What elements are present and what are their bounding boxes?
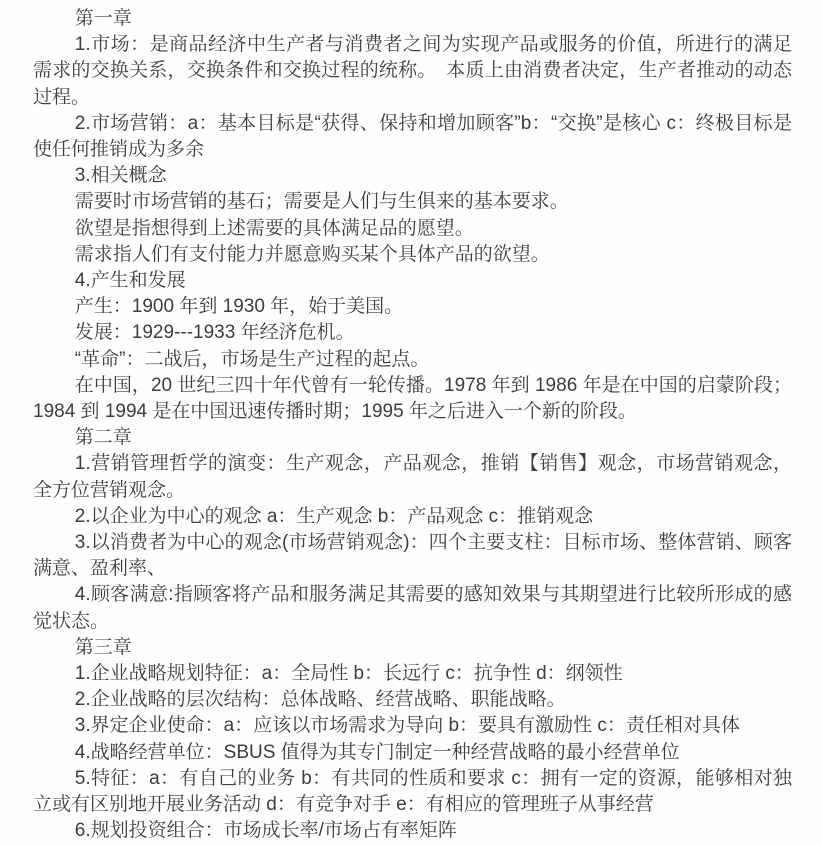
paragraph: 4.战略经营单位：SBUS 值得为其专门制定一种经营战略的最小经营单位: [74, 741, 680, 763]
paragraph: 欲望是指想得到上述需要的具体满足品的愿望。: [74, 217, 474, 239]
chapter-title: 第一章: [74, 8, 132, 29]
paragraph: 3.界定企业使命：a：应该以市场需求为导向 b：要具有激励性 c：责任相对具体: [74, 715, 740, 737]
paragraph: 发展：1929---1933 年经济危机。: [74, 322, 355, 344]
paragraph: 需求指人们有支付能力并愿意购买某个具体产品的欲望。: [74, 243, 550, 265]
paragraph: “革命”：二战后，市场是生产过程的起点。: [74, 348, 430, 370]
paragraph: 需要时市场营销的基石；需要是人们与生俱来的基本要求。: [74, 191, 569, 213]
paragraph: 3.相关概念: [74, 165, 167, 187]
paragraph: 4.顾客满意:指顾客将产品和服务满足其需要的感知效果与其期望进行比较所形成的感觉状态。: [33, 584, 792, 632]
paragraph: 产生：1900 年到 1930 年，始于美国。: [74, 296, 404, 318]
paragraph: 1.市场：是商品经济中生产者与消费者之间为实现产品或服务的价值，所进行的满足需求的交换关系，交换条件和交换过程的统称。 本质上由消费者决定，生产者推动的动态过程。: [33, 34, 792, 108]
chapter-title: 第二章: [74, 427, 132, 449]
paragraph: 6.规划投资组合：市场成长率/市场占有率矩阵: [74, 820, 457, 842]
paragraph: 5.特征：a：有自己的业务 b：有共同的性质和要求 c：拥有一定的资源，能够相对独立或有区别地开展业务活动 d：有竞争对手 e：有相应的管理班子从事经营: [33, 767, 792, 816]
chapter-title: 第三章: [74, 636, 132, 658]
paragraph: 2.企业战略的层次结构：总体战略、经营战略、职能战略。: [74, 689, 566, 711]
paragraph: 2.以企业为中心的观念 a：生产观念 b：产品观念 c：推销观念: [74, 505, 594, 527]
paragraph: 3.以消费者为中心的观念(市场营销观念)：四个主要支柱：目标市场、整体营销、顾客满意、盈利率、: [33, 532, 792, 580]
paragraph: 1.营销管理哲学的演变：生产观念，产品观念，推销【销售】观念，市场营销观念，全方位营销观念。: [33, 453, 792, 501]
paragraph: 在中国，20 世纪三四十年代曾有一轮传播。1978 年到 1986 年是在中国的启蒙阶段；1984 到 1994 是在中国迅速传播时期；1995 年之后进入一个新的阶段。: [33, 374, 792, 423]
paragraph: 1.企业战略规划特征：a：全局性 b：长远行 c：抗争性 d：纲领性: [74, 663, 623, 685]
paragraph: 4.产生和发展: [74, 270, 186, 292]
paragraph: 2.市场营销：a：基本目标是“获得、保持和增加顾客”b：“交换”是核心 c：终极目标是使任何推销成为多余: [33, 112, 792, 161]
